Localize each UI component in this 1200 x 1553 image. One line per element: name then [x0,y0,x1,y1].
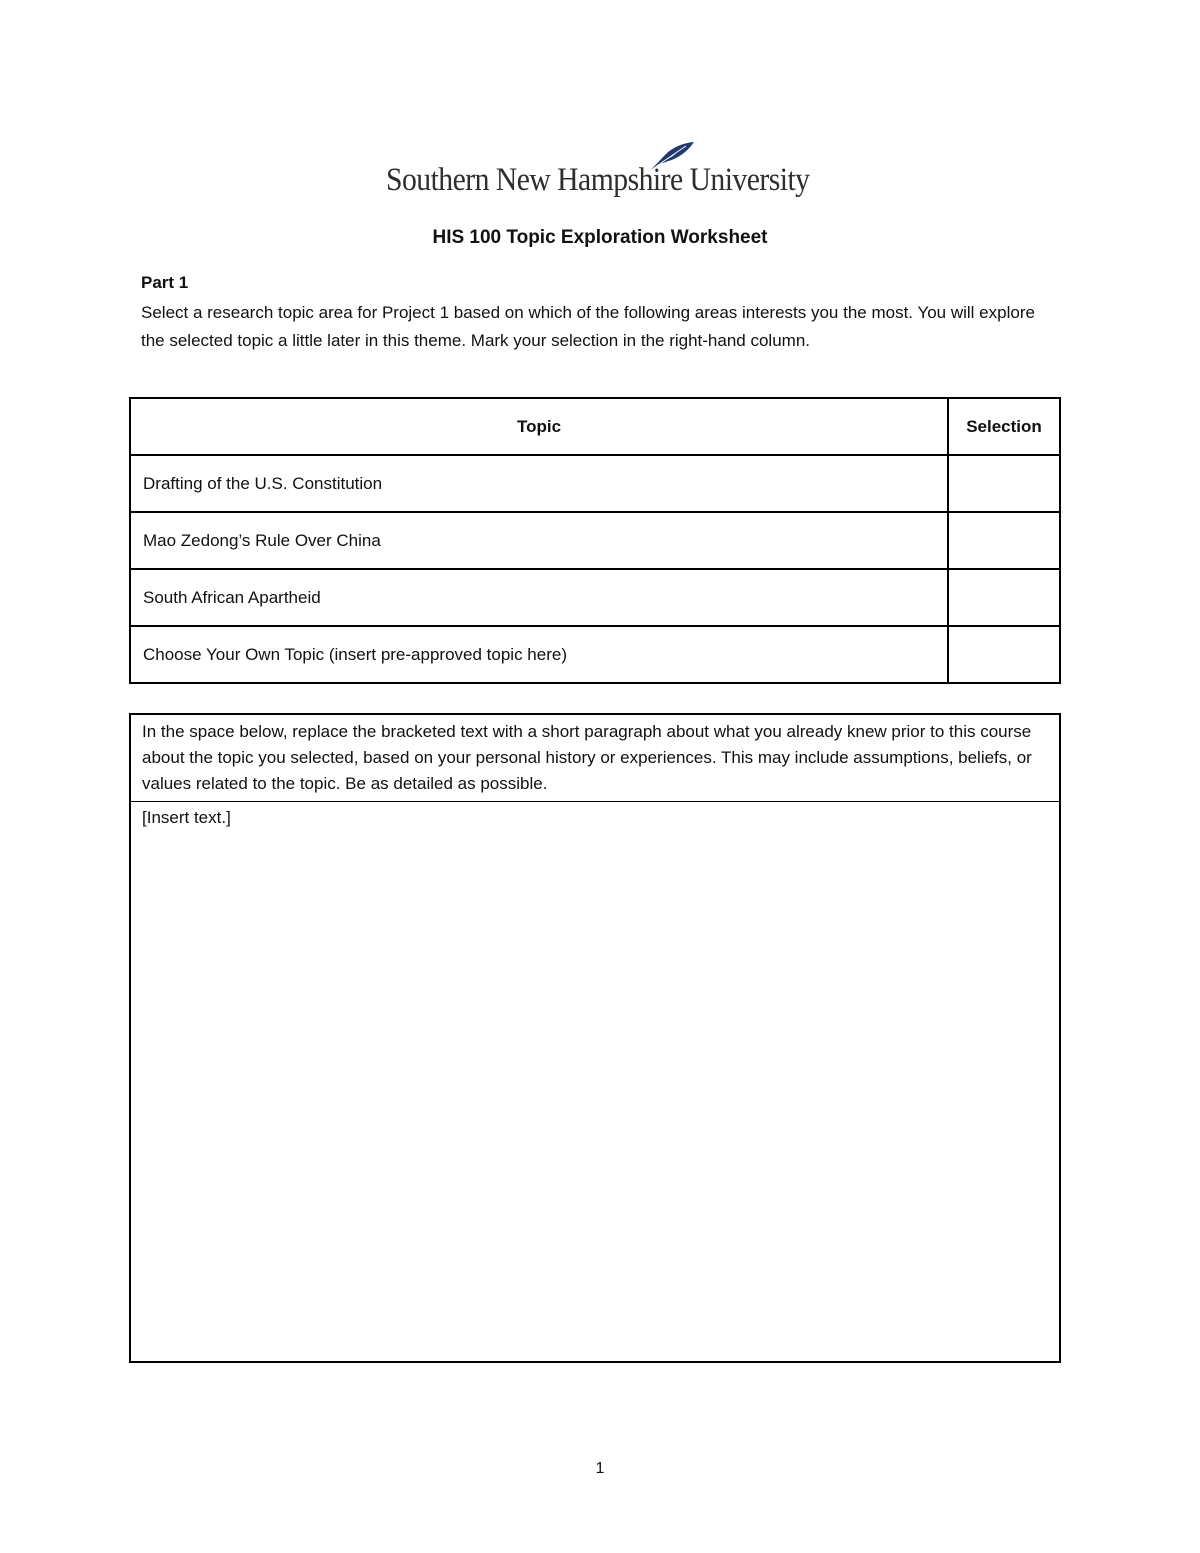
selection-cell[interactable] [948,512,1060,569]
topic-cell: South African Apartheid [130,569,948,626]
table-row [130,455,1060,512]
table-row [130,512,1060,569]
selection-cell[interactable] [948,569,1060,626]
reflection-answer-field[interactable]: [Insert text.] [142,808,231,827]
table-row [130,569,1060,626]
topic-cell: Drafting of the U.S. Constitution [130,455,948,512]
topic-table [129,397,1061,684]
page-title: HIS 100 Topic Exploration Worksheet [432,227,768,248]
topic-cell: Mao Zedong’s Rule Over China [130,512,948,569]
part-heading: Part 1 [141,273,189,292]
table-header-row [130,398,1060,455]
topic-column-header: Topic [130,398,948,455]
table-row [130,626,1060,683]
topic-cell: Choose Your Own Topic (insert pre-approved topic here) [130,626,948,683]
logo-wordmark: Southern New Hampshire University [386,162,810,198]
selection-cell[interactable] [948,455,1060,512]
page-number: 1 [595,1460,605,1477]
reflection-prompt: In the space below, replace the bracketed text with a short paragraph about what you already knew prior to this course about the topic you selected, based on your personal history or experiences. This may include assumptions, beliefs, or values related to the topic. Be as detailed as possible. [131,715,1059,802]
reflection-box [129,713,1061,1363]
selection-cell[interactable] [948,626,1060,683]
university-logo [386,140,816,210]
selection-column-header: Selection [948,398,1060,455]
intro-paragraph: Select a research topic area for Project 1 based on which of the following areas interests you the most. You will explore the selected topic a little later in this theme. Mark your selection in the right-hand column. [141,303,1035,350]
